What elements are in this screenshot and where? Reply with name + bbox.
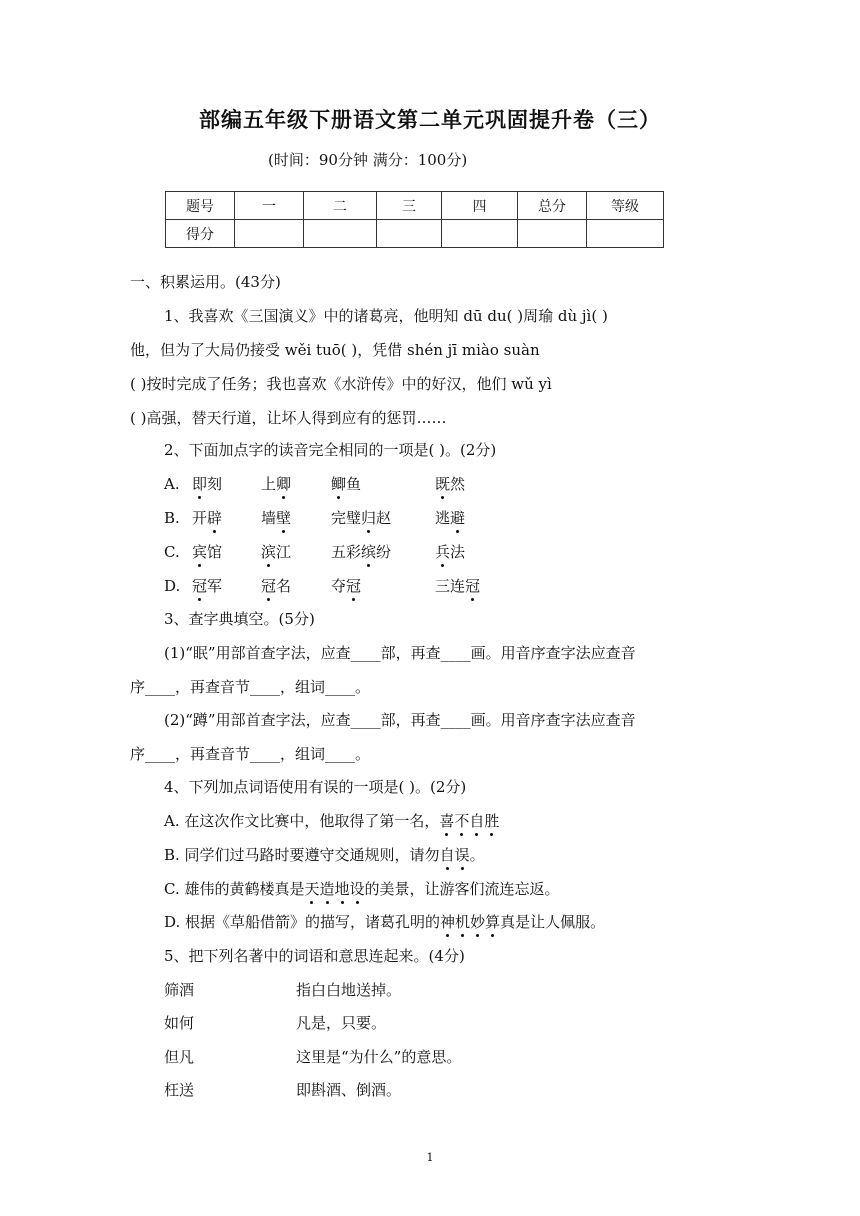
score-cell[interactable] bbox=[377, 220, 442, 248]
question-4-option: C. 雄伟的黄鹤楼真是天造地设的美景，让游客们流连忘返。 bbox=[164, 880, 560, 898]
question-1-line: 他，但为了大局仍接受 wěi tuō( )，凭借 shén jī miào suàn bbox=[130, 341, 540, 359]
score-cell[interactable] bbox=[442, 220, 518, 248]
score-cell[interactable] bbox=[235, 220, 304, 248]
header-cell: 二 bbox=[304, 192, 377, 220]
section-heading: 一、积累运用。(43分) bbox=[130, 273, 281, 291]
option-word: 鲫鱼 bbox=[331, 475, 362, 493]
option-word: 冠军 bbox=[192, 577, 223, 595]
option-word: 开辟 bbox=[192, 509, 223, 527]
option-word: 滨江 bbox=[261, 543, 292, 561]
match-meaning: 指白白地送掉。 bbox=[296, 981, 402, 999]
option-word: 冠名 bbox=[261, 577, 292, 595]
header-cell: 题号 bbox=[166, 192, 235, 220]
question-4-option: B. 同学们过马路时要遵守交通规则，请勿自误。 bbox=[164, 846, 485, 864]
exam-subtitle: (时间：90分钟 满分：100分) bbox=[268, 151, 468, 169]
option-word: 上卿 bbox=[261, 475, 292, 493]
option-word: 宾馆 bbox=[192, 543, 223, 561]
match-word: 筛酒 bbox=[164, 981, 195, 999]
option-word: 墙壁 bbox=[261, 509, 292, 527]
question-2-stem: 2、下面加点字的读音完全相同的一项是( )。(2分) bbox=[164, 441, 497, 459]
score-table-header-row bbox=[166, 192, 664, 220]
header-cell: 四 bbox=[442, 192, 518, 220]
page-number: 1 bbox=[426, 1151, 434, 1164]
question-3-line: (2)“蹲”用部首查字法，应查____部，再查____画。用音序查字法应查音 bbox=[164, 711, 636, 729]
option-label: C. bbox=[164, 543, 180, 561]
question-4-option: A. 在这次作文比赛中，他取得了第一名，喜不自胜 bbox=[164, 812, 500, 830]
question-4-stem: 4、下列加点词语使用有误的一项是( )。(2分) bbox=[164, 778, 467, 796]
question-1-line: 1、我喜欢《三国演义》中的诸葛亮，他明知 dū du( )周瑜 dù jì( ) bbox=[164, 307, 608, 325]
match-meaning: 这里是“为什么”的意思。 bbox=[296, 1048, 462, 1066]
page-title: 部编五年级下册语文第二单元巩固提升卷（三） bbox=[199, 107, 661, 132]
option-label: B. bbox=[164, 509, 180, 527]
option-word: 完璧归赵 bbox=[331, 509, 392, 527]
score-cell[interactable] bbox=[587, 220, 664, 248]
option-word: 夺冠 bbox=[331, 577, 362, 595]
score-cell[interactable] bbox=[304, 220, 377, 248]
header-cell: 总分 bbox=[518, 192, 587, 220]
score-table-score-row bbox=[166, 220, 664, 248]
row-label-cell: 得分 bbox=[166, 220, 235, 248]
option-word: 即刻 bbox=[192, 475, 223, 493]
match-word: 但凡 bbox=[164, 1048, 195, 1066]
question-5-stem: 5、把下列名著中的词语和意思连起来。(4分) bbox=[164, 947, 465, 965]
question-3-line: 序____，再查音节____，组词____。 bbox=[130, 678, 371, 696]
option-word: 三连冠 bbox=[435, 577, 481, 595]
header-cell: 一 bbox=[235, 192, 304, 220]
match-word: 枉送 bbox=[164, 1081, 195, 1099]
question-1-line: ( )按时完成了任务；我也喜欢《水浒传》中的好汉，他们 wǔ yì bbox=[130, 375, 552, 393]
score-table bbox=[165, 191, 664, 248]
option-word: 五彩缤纷 bbox=[331, 543, 392, 561]
option-word: 既然 bbox=[435, 475, 466, 493]
header-cell: 三 bbox=[377, 192, 442, 220]
option-word: 兵法 bbox=[435, 543, 466, 561]
option-label: A. bbox=[164, 475, 180, 493]
option-word: 逃避 bbox=[435, 509, 466, 527]
question-3-stem: 3、查字典填空。(5分) bbox=[164, 610, 315, 628]
match-meaning: 即斟酒、倒酒。 bbox=[296, 1081, 402, 1099]
score-cell[interactable] bbox=[518, 220, 587, 248]
question-3-line: 序____，再查音节____，组词____。 bbox=[130, 745, 371, 763]
question-3-line: (1)“眠”用部首查字法，应查____部，再查____画。用音序查字法应查音 bbox=[164, 644, 636, 662]
match-meaning: 凡是，只要。 bbox=[296, 1014, 387, 1032]
header-cell: 等级 bbox=[587, 192, 664, 220]
match-word: 如何 bbox=[164, 1014, 195, 1032]
option-label: D. bbox=[164, 577, 181, 595]
question-1-line: ( )高强，替天行道，让坏人得到应有的惩罚…… bbox=[130, 409, 447, 427]
question-4-option: D. 根据《草船借箭》的描写，诸葛孔明的神机妙算真是让人佩服。 bbox=[164, 913, 606, 931]
